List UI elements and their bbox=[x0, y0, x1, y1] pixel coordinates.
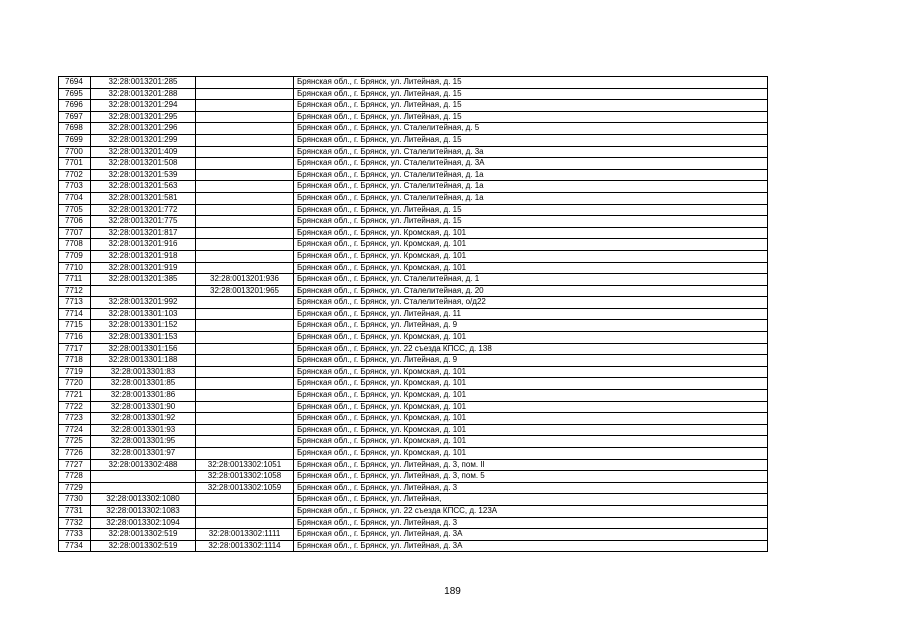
row-number-cell: 7718 bbox=[59, 355, 91, 367]
table-row bbox=[59, 262, 768, 274]
cadastral-number-cell: 32:28:0013301:86 bbox=[91, 390, 196, 402]
related-cadastral-number-cell: 32:28:0013302:1114 bbox=[196, 540, 294, 552]
page-number: 189 bbox=[444, 586, 461, 597]
cadastral-number-cell: 32:28:0013201:508 bbox=[91, 158, 196, 170]
table-row bbox=[59, 471, 768, 483]
row-number-cell: 7717 bbox=[59, 343, 91, 355]
table-row bbox=[59, 448, 768, 460]
address-cell: Брянская обл., г. Брянск, ул. Литейная, д. 15 bbox=[294, 88, 768, 100]
table-row bbox=[59, 390, 768, 402]
table-row bbox=[59, 308, 768, 320]
cadastral-number-cell: 32:28:0013302:488 bbox=[91, 459, 196, 471]
table-row bbox=[59, 227, 768, 239]
address-cell: Брянская обл., г. Брянск, ул. 22 съезда КПСС, д. 138 bbox=[294, 343, 768, 355]
table-row bbox=[59, 239, 768, 251]
row-number-cell: 7728 bbox=[59, 471, 91, 483]
cadastral-number-cell: 32:28:0013201:772 bbox=[91, 204, 196, 216]
address-cell: Брянская обл., г. Брянск, ул. Сталелитейная, д. 5 bbox=[294, 123, 768, 135]
cadastral-number-cell: 32:28:0013301:83 bbox=[91, 366, 196, 378]
row-number-cell: 7710 bbox=[59, 262, 91, 274]
related-cadastral-number-cell bbox=[196, 320, 294, 332]
address-cell: Брянская обл., г. Брянск, ул. Кромская, д. 101 bbox=[294, 366, 768, 378]
address-cell: Брянская обл., г. Брянск, ул. Сталелитейная, д. 1а bbox=[294, 192, 768, 204]
related-cadastral-number-cell bbox=[196, 169, 294, 181]
cadastral-number-cell: 32:28:0013301:92 bbox=[91, 413, 196, 425]
table-row bbox=[59, 77, 768, 89]
table-row bbox=[59, 505, 768, 517]
cadastral-number-cell: 32:28:0013301:93 bbox=[91, 424, 196, 436]
row-number-cell: 7713 bbox=[59, 297, 91, 309]
row-number-cell: 7730 bbox=[59, 494, 91, 506]
table-row bbox=[59, 529, 768, 541]
related-cadastral-number-cell bbox=[196, 517, 294, 529]
table-row bbox=[59, 378, 768, 390]
related-cadastral-number-cell bbox=[196, 88, 294, 100]
cadastral-number-cell: 32:28:0013201:539 bbox=[91, 169, 196, 181]
related-cadastral-number-cell bbox=[196, 123, 294, 135]
address-cell: Брянская обл., г. Брянск, ул. Кромская, д. 101 bbox=[294, 413, 768, 425]
table-row bbox=[59, 401, 768, 413]
address-cell: Брянская обл., г. Брянск, ул. Сталелитейная, д. 3а bbox=[294, 146, 768, 158]
related-cadastral-number-cell bbox=[196, 436, 294, 448]
table-row bbox=[59, 274, 768, 286]
row-number-cell: 7702 bbox=[59, 169, 91, 181]
table-row bbox=[59, 100, 768, 112]
cadastral-number-cell: 32:28:0013201:581 bbox=[91, 192, 196, 204]
address-cell: Брянская обл., г. Брянск, ул. Кромская, д. 101 bbox=[294, 378, 768, 390]
row-number-cell: 7734 bbox=[59, 540, 91, 552]
table-row bbox=[59, 216, 768, 228]
address-cell: Брянская обл., г. Брянск, ул. Литейная, д. 15 bbox=[294, 111, 768, 123]
row-number-cell: 7711 bbox=[59, 274, 91, 286]
cadastral-number-cell: 32:28:0013301:156 bbox=[91, 343, 196, 355]
related-cadastral-number-cell bbox=[196, 297, 294, 309]
address-cell: Брянская обл., г. Брянск, ул. Литейная, д. 3 bbox=[294, 517, 768, 529]
related-cadastral-number-cell bbox=[196, 413, 294, 425]
table-row bbox=[59, 111, 768, 123]
cadastral-number-cell: 32:28:0013201:919 bbox=[91, 262, 196, 274]
related-cadastral-number-cell bbox=[196, 192, 294, 204]
cadastral-number-cell: 32:28:0013201:288 bbox=[91, 88, 196, 100]
cadastral-number-cell: 32:28:0013301:90 bbox=[91, 401, 196, 413]
related-cadastral-number-cell bbox=[196, 227, 294, 239]
related-cadastral-number-cell bbox=[196, 378, 294, 390]
row-number-cell: 7707 bbox=[59, 227, 91, 239]
row-number-cell: 7709 bbox=[59, 250, 91, 262]
row-number-cell: 7704 bbox=[59, 192, 91, 204]
records-table-body bbox=[59, 77, 768, 552]
table-row bbox=[59, 343, 768, 355]
related-cadastral-number-cell: 32:28:0013302:1051 bbox=[196, 459, 294, 471]
table-row bbox=[59, 192, 768, 204]
cadastral-number-cell bbox=[91, 482, 196, 494]
row-number-cell: 7724 bbox=[59, 424, 91, 436]
row-number-cell: 7720 bbox=[59, 378, 91, 390]
related-cadastral-number-cell bbox=[196, 239, 294, 251]
related-cadastral-number-cell bbox=[196, 216, 294, 228]
related-cadastral-number-cell: 32:28:0013302:1059 bbox=[196, 482, 294, 494]
cadastral-number-cell: 32:28:0013301:188 bbox=[91, 355, 196, 367]
cadastral-number-cell: 32:28:0013301:153 bbox=[91, 332, 196, 344]
row-number-cell: 7719 bbox=[59, 366, 91, 378]
related-cadastral-number-cell bbox=[196, 494, 294, 506]
address-cell: Брянская обл., г. Брянск, ул. Кромская, д. 101 bbox=[294, 436, 768, 448]
related-cadastral-number-cell bbox=[196, 366, 294, 378]
row-number-cell: 7696 bbox=[59, 100, 91, 112]
row-number-cell: 7731 bbox=[59, 505, 91, 517]
related-cadastral-number-cell bbox=[196, 134, 294, 146]
address-cell: Брянская обл., г. Брянск, ул. Литейная, д. 15 bbox=[294, 134, 768, 146]
cadastral-number-cell: 32:28:0013201:992 bbox=[91, 297, 196, 309]
address-cell: Брянская обл., г. Брянск, ул. Кромская, д. 101 bbox=[294, 332, 768, 344]
cadastral-number-cell: 32:28:0013201:296 bbox=[91, 123, 196, 135]
address-cell: Брянская обл., г. Брянск, ул. Кромская, д. 101 bbox=[294, 227, 768, 239]
table-row bbox=[59, 494, 768, 506]
address-cell: Брянская обл., г. Брянск, ул. Сталелитейная, д. 20 bbox=[294, 285, 768, 297]
row-number-cell: 7729 bbox=[59, 482, 91, 494]
cadastral-number-cell bbox=[91, 285, 196, 297]
table-row bbox=[59, 517, 768, 529]
address-cell: Брянская обл., г. Брянск, ул. Сталелитейная, д. 1а bbox=[294, 169, 768, 181]
row-number-cell: 7695 bbox=[59, 88, 91, 100]
table-row bbox=[59, 424, 768, 436]
table-row bbox=[59, 134, 768, 146]
table-row bbox=[59, 355, 768, 367]
related-cadastral-number-cell: 32:28:0013302:1111 bbox=[196, 529, 294, 541]
row-number-cell: 7712 bbox=[59, 285, 91, 297]
row-number-cell: 7698 bbox=[59, 123, 91, 135]
address-cell: Брянская обл., г. Брянск, ул. Литейная, д. 15 bbox=[294, 100, 768, 112]
cadastral-number-cell: 32:28:0013201:916 bbox=[91, 239, 196, 251]
related-cadastral-number-cell bbox=[196, 505, 294, 517]
table-row bbox=[59, 413, 768, 425]
address-cell: Брянская обл., г. Брянск, ул. Сталелитейная, д. 1а bbox=[294, 181, 768, 193]
related-cadastral-number-cell bbox=[196, 158, 294, 170]
row-number-cell: 7705 bbox=[59, 204, 91, 216]
row-number-cell: 7706 bbox=[59, 216, 91, 228]
related-cadastral-number-cell bbox=[196, 355, 294, 367]
table-row bbox=[59, 366, 768, 378]
related-cadastral-number-cell bbox=[196, 111, 294, 123]
related-cadastral-number-cell bbox=[196, 390, 294, 402]
address-cell: Брянская обл., г. Брянск, ул. Кромская, д. 101 bbox=[294, 448, 768, 460]
table-row bbox=[59, 250, 768, 262]
related-cadastral-number-cell bbox=[196, 448, 294, 460]
row-number-cell: 7727 bbox=[59, 459, 91, 471]
cadastral-number-cell: 32:28:0013301:103 bbox=[91, 308, 196, 320]
table-row bbox=[59, 181, 768, 193]
address-cell: Брянская обл., г. Брянск, ул. 22 съезда КПСС, д. 123А bbox=[294, 505, 768, 517]
related-cadastral-number-cell bbox=[196, 204, 294, 216]
row-number-cell: 7725 bbox=[59, 436, 91, 448]
address-cell: Брянская обл., г. Брянск, ул. Сталелитейная, д. 1 bbox=[294, 274, 768, 286]
related-cadastral-number-cell bbox=[196, 308, 294, 320]
cadastral-number-cell: 32:28:0013201:563 bbox=[91, 181, 196, 193]
row-number-cell: 7716 bbox=[59, 332, 91, 344]
cadastral-number-cell bbox=[91, 471, 196, 483]
related-cadastral-number-cell: 32:28:0013201:965 bbox=[196, 285, 294, 297]
table-row bbox=[59, 158, 768, 170]
row-number-cell: 7722 bbox=[59, 401, 91, 413]
related-cadastral-number-cell bbox=[196, 332, 294, 344]
table-row bbox=[59, 88, 768, 100]
related-cadastral-number-cell bbox=[196, 401, 294, 413]
cadastral-number-cell: 32:28:0013301:97 bbox=[91, 448, 196, 460]
cadastral-number-cell: 32:28:0013301:85 bbox=[91, 378, 196, 390]
row-number-cell: 7732 bbox=[59, 517, 91, 529]
table-row bbox=[59, 204, 768, 216]
table-row bbox=[59, 146, 768, 158]
cadastral-number-cell: 32:28:0013302:519 bbox=[91, 529, 196, 541]
related-cadastral-number-cell bbox=[196, 181, 294, 193]
row-number-cell: 7701 bbox=[59, 158, 91, 170]
table-row bbox=[59, 540, 768, 552]
address-cell: Брянская обл., г. Брянск, ул. Литейная, д. 9 bbox=[294, 320, 768, 332]
row-number-cell: 7697 bbox=[59, 111, 91, 123]
address-cell: Брянская обл., г. Брянск, ул. Кромская, д. 101 bbox=[294, 250, 768, 262]
table-row bbox=[59, 459, 768, 471]
related-cadastral-number-cell bbox=[196, 343, 294, 355]
cadastral-number-cell: 32:28:0013302:1083 bbox=[91, 505, 196, 517]
table-row bbox=[59, 436, 768, 448]
related-cadastral-number-cell bbox=[196, 146, 294, 158]
table-row bbox=[59, 169, 768, 181]
row-number-cell: 7694 bbox=[59, 77, 91, 89]
address-cell: Брянская обл., г. Брянск, ул. Кромская, д. 101 bbox=[294, 390, 768, 402]
address-cell: Брянская обл., г. Брянск, ул. Сталелитейная, д. 3А bbox=[294, 158, 768, 170]
records-table bbox=[58, 76, 768, 552]
address-cell: Брянская обл., г. Брянск, ул. Литейная, д. 11 bbox=[294, 308, 768, 320]
related-cadastral-number-cell bbox=[196, 250, 294, 262]
cadastral-number-cell: 32:28:0013201:775 bbox=[91, 216, 196, 228]
cadastral-number-cell: 32:28:0013301:95 bbox=[91, 436, 196, 448]
address-cell: Брянская обл., г. Брянск, ул. Кромская, д. 101 bbox=[294, 424, 768, 436]
address-cell: Брянская обл., г. Брянск, ул. Кромская, д. 101 bbox=[294, 262, 768, 274]
address-cell: Брянская обл., г. Брянск, ул. Литейная, д. 15 bbox=[294, 204, 768, 216]
address-cell: Брянская обл., г. Брянск, ул. Литейная, д. 3, пом. II bbox=[294, 459, 768, 471]
cadastral-number-cell: 32:28:0013201:295 bbox=[91, 111, 196, 123]
address-cell: Брянская обл., г. Брянск, ул. Литейная, д. 3А bbox=[294, 529, 768, 541]
cadastral-number-cell: 32:28:0013201:385 bbox=[91, 274, 196, 286]
cadastral-number-cell: 32:28:0013302:1094 bbox=[91, 517, 196, 529]
table-row bbox=[59, 297, 768, 309]
row-number-cell: 7714 bbox=[59, 308, 91, 320]
related-cadastral-number-cell bbox=[196, 77, 294, 89]
cadastral-number-cell: 32:28:0013302:519 bbox=[91, 540, 196, 552]
table-row bbox=[59, 123, 768, 135]
related-cadastral-number-cell: 32:28:0013302:1058 bbox=[196, 471, 294, 483]
cadastral-number-cell: 32:28:0013201:285 bbox=[91, 77, 196, 89]
cadastral-number-cell: 32:28:0013201:918 bbox=[91, 250, 196, 262]
table-row bbox=[59, 285, 768, 297]
related-cadastral-number-cell bbox=[196, 262, 294, 274]
address-cell: Брянская обл., г. Брянск, ул. Литейная, д. 15 bbox=[294, 216, 768, 228]
cadastral-number-cell: 32:28:0013201:299 bbox=[91, 134, 196, 146]
cadastral-number-cell: 32:28:0013201:409 bbox=[91, 146, 196, 158]
address-cell: Брянская обл., г. Брянск, ул. Литейная, д. 15 bbox=[294, 77, 768, 89]
address-cell: Брянская обл., г. Брянск, ул. Литейная, bbox=[294, 494, 768, 506]
cadastral-number-cell: 32:28:0013201:294 bbox=[91, 100, 196, 112]
row-number-cell: 7726 bbox=[59, 448, 91, 460]
row-number-cell: 7703 bbox=[59, 181, 91, 193]
address-cell: Брянская обл., г. Брянск, ул. Литейная, д. 9 bbox=[294, 355, 768, 367]
cadastral-number-cell: 32:28:0013302:1080 bbox=[91, 494, 196, 506]
row-number-cell: 7723 bbox=[59, 413, 91, 425]
table-row bbox=[59, 320, 768, 332]
row-number-cell: 7708 bbox=[59, 239, 91, 251]
address-cell: Брянская обл., г. Брянск, ул. Литейная, д. 3А bbox=[294, 540, 768, 552]
row-number-cell: 7699 bbox=[59, 134, 91, 146]
address-cell: Брянская обл., г. Брянск, ул. Литейная, д. 3 bbox=[294, 482, 768, 494]
address-cell: Брянская обл., г. Брянск, ул. Кромская, д. 101 bbox=[294, 401, 768, 413]
table-row bbox=[59, 482, 768, 494]
address-cell: Брянская обл., г. Брянск, ул. Кромская, д. 101 bbox=[294, 239, 768, 251]
address-cell: Брянская обл., г. Брянск, ул. Сталелитейная, о/д22 bbox=[294, 297, 768, 309]
address-cell: Брянская обл., г. Брянск, ул. Литейная, д. 3, пом. 5 bbox=[294, 471, 768, 483]
related-cadastral-number-cell bbox=[196, 424, 294, 436]
cadastral-number-cell: 32:28:0013201:817 bbox=[91, 227, 196, 239]
related-cadastral-number-cell bbox=[196, 100, 294, 112]
row-number-cell: 7721 bbox=[59, 390, 91, 402]
table-row bbox=[59, 332, 768, 344]
row-number-cell: 7715 bbox=[59, 320, 91, 332]
cadastral-number-cell: 32:28:0013301:152 bbox=[91, 320, 196, 332]
row-number-cell: 7733 bbox=[59, 529, 91, 541]
row-number-cell: 7700 bbox=[59, 146, 91, 158]
related-cadastral-number-cell: 32:28:0013201:936 bbox=[196, 274, 294, 286]
